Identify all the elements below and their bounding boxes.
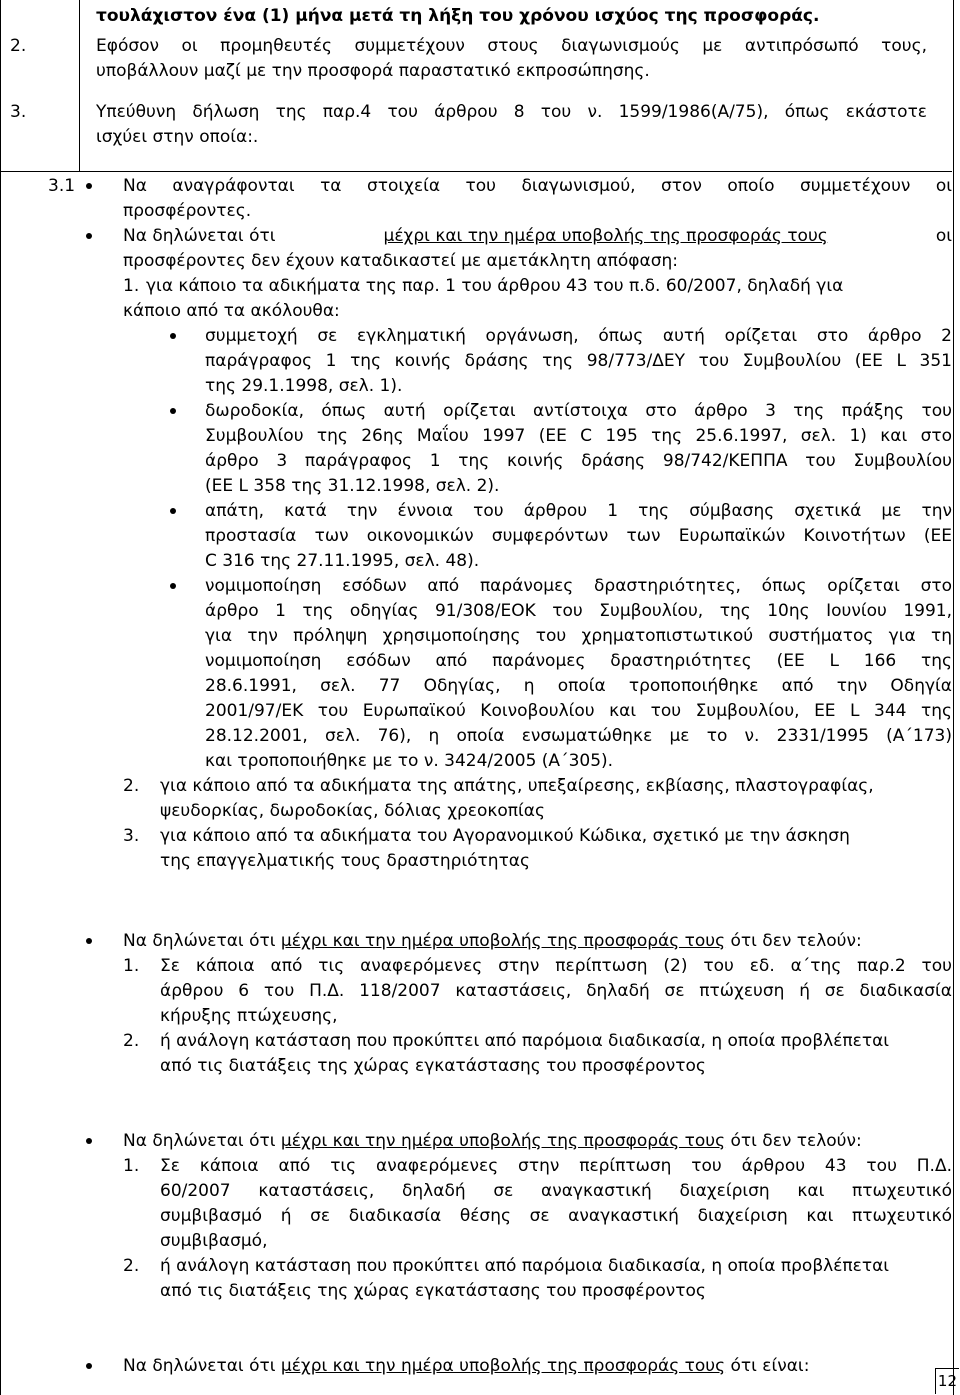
offence-line: νομιμοποίηση εσόδων από παράνομες δραστηριότητες (ΕΕ L 166 της xyxy=(205,651,952,671)
bullet-line: προσφέροντες δεν έχουν καταδικαστεί με αμετάκλητη απόφαση: xyxy=(123,251,678,271)
offence-line: 2001/97/ΕΚ του Ευρωπαϊκού Κοινοβουλίου και του Συμβουλίου, ΕΕ L 344 της xyxy=(205,701,952,721)
offence-line: 28.12.2001, σελ. 76), η οποία ενσωματώθηκε με το ν. 2331/1995 (Α΄173) xyxy=(205,726,952,746)
offence-line: Συμβουλίου της 26ης Μαΐου 1997 (ΕΕ C 195 της 25.6.1997, σελ. 1) και στο xyxy=(205,426,952,446)
bullet-icon xyxy=(86,1138,92,1144)
offence-line: άρθρο 3 παράγραφος 1 της κοινής δράσης 98/742/ΚΕΠΠΑ του Συμβουλίου xyxy=(205,451,952,471)
sub-item-number: 1. xyxy=(123,276,140,296)
sub-item-line: για κάποιο από τα αδικήματα της απάτης, υπεξαίρεσης, εκβίασης, πλαστογραφίας, xyxy=(160,776,874,796)
underlined-deadline: μέχρι και την ημέρα υποβολής της προσφοράς τους xyxy=(280,1131,726,1151)
offence-line: παράγραφος 1 της κοινής δράσης της 98/773/ΔΕΥ του Συμβουλίου (ΕΕ L 351 xyxy=(205,351,952,371)
offence-line: δωροδοκία, όπως αυτή ορίζεται αντίστοιχα στο άρθρο 3 της πράξης του xyxy=(205,401,952,421)
sub-item-line: 60/2007 καταστάσεις, δηλαδή σε αναγκαστική διαχείριση και πτωχευτικό xyxy=(160,1181,952,1201)
section-number: 3.1 xyxy=(48,176,76,196)
bullet-line: Να αναγράφονται τα στοιχεία του διαγωνισμού, στον οποίο συμμετέχουν οι xyxy=(123,176,952,196)
bullet-icon xyxy=(170,508,176,514)
bullet-line xyxy=(123,224,952,249)
bullet-icon xyxy=(170,408,176,414)
sub-item-line: άρθρου 6 του Π.Δ. 118/2007 καταστάσεις, δηλαδή σε πτώχευση ή σε διαδικασία xyxy=(160,981,952,1001)
offence-line: και τροποποιήθηκε με το ν. 3424/2005 (Α΄305). xyxy=(205,751,614,771)
bullet-text: ότι είναι: xyxy=(730,1356,810,1376)
sub-item-line: κήρυξης πτώχευσης, xyxy=(160,1006,338,1026)
sub-item-number: 1. xyxy=(123,1156,140,1176)
offence-line: της 29.1.1998, σελ. 1). xyxy=(205,376,403,396)
sub-item-number: 1. xyxy=(123,956,140,976)
column-divider xyxy=(79,0,80,172)
sub-item-number: 2. xyxy=(123,1256,140,1276)
offence-line: άρθρο 1 της οδηγίας 91/308/ΕΟΚ του Συμβουλίου, της 10ης Ιουνίου 1991, xyxy=(205,601,952,621)
item-number: 2. xyxy=(10,36,27,56)
bullet-text: Να δηλώνεται ότι xyxy=(123,931,276,951)
offence-line: για την πρόληψη χρησιμοποίησης του χρηματοπιστωτικού συστήματος για τη xyxy=(205,626,952,646)
bullet-line xyxy=(123,1354,809,1379)
bullet-text: Να δηλώνεται ότι xyxy=(123,1131,276,1151)
sub-item-line: ή ανάλογη κατάσταση που προκύπτει από παρόμοια διαδικασία, η οποία προβλέπεται xyxy=(160,1256,890,1276)
bullet-icon xyxy=(170,333,176,339)
page-number: 12 xyxy=(935,1368,959,1394)
sub-item-line: από τις διατάξεις της χώρας εγκατάστασης του προσφέροντος xyxy=(160,1281,706,1301)
bullet-icon xyxy=(86,233,92,239)
bullet-icon xyxy=(86,183,92,189)
bullet-text: ότι δεν τελούν: xyxy=(730,931,862,951)
sub-item-line: συμβιβασμό, xyxy=(160,1231,268,1251)
offence-line: (ΕΕ L 358 της 31.12.1998, σελ. 2). xyxy=(205,476,500,496)
bullet-line: προσφέροντες. xyxy=(123,201,252,221)
sub-item-line: Σε κάποια από τις αναφερόμενες στην περίπτωση (2) του εδ. α΄της παρ.2 του xyxy=(160,956,952,976)
underlined-deadline: μέχρι και την ημέρα υποβολής της προσφοράς τους xyxy=(280,931,726,951)
item-3-line: ισχύει στην οποία:. xyxy=(96,127,259,147)
offence-line: προστασία των οικονομικών συμφερόντων των Ευρωπαϊκών Κοινοτήτων (ΕΕ xyxy=(205,526,952,546)
offence-line: απάτη, κατά την έννοια του άρθρου 1 της σύμβασης σχετικά με την xyxy=(205,501,952,521)
bullet-text: Να δηλώνεται ότι xyxy=(123,226,276,246)
offence-line: 28.6.1991, σελ. 77 Οδηγίας, η οποία τροποποιήθηκε από την Οδηγία xyxy=(205,676,952,696)
item-2-line: υποβάλλουν μαζί με την προσφορά παραστατικό εκπροσώπησης. xyxy=(96,61,650,81)
sub-item-line: Σε κάποια από τις αναφερόμενες στην περίπτωση του άρθρου 43 του Π.Δ. xyxy=(160,1156,952,1176)
sub-item-number: 2. xyxy=(123,776,140,796)
item-3-line: Υπεύθυνη δήλωση της παρ.4 του άρθρου 8 του ν. 1599/1986(Α/75), όπως εκάστοτε xyxy=(96,102,927,122)
bullet-icon xyxy=(170,583,176,589)
sub-item-line: κάποιο από τα ακόλουθα: xyxy=(123,301,340,321)
sub-item-line: ψευδορκίας, δωροδοκίας, δόλιας χρεοκοπίας xyxy=(160,801,545,821)
item-2-line: Εφόσον οι προμηθευτές συμμετέχουν στους διαγωνισμούς με αντιπρόσωπό τους, xyxy=(96,36,927,56)
sub-item-line: ή ανάλογη κατάσταση που προκύπτει από παρόμοια διαδικασία, η οποία προβλέπεται xyxy=(160,1031,890,1051)
sub-item-line: συμβιβασμό ή σε διαδικασία θέσης σε αναγκαστική διαχείριση και πτωχευτικό xyxy=(160,1206,952,1226)
offence-line: συμμετοχή σε εγκληματική οργάνωση, όπως αυτή ορίζεται στο άρθρο 2 xyxy=(205,326,952,346)
bullet-icon xyxy=(86,1363,92,1369)
bullet-text: οι xyxy=(935,226,952,246)
sub-item-line: από τις διατάξεις της χώρας εγκατάστασης του προσφέροντος xyxy=(160,1056,706,1076)
bullet-text: Να δηλώνεται ότι xyxy=(123,1356,276,1376)
underlined-deadline: μέχρι και την ημέρα υποβολής της προσφοράς τους xyxy=(383,226,828,246)
underlined-deadline: μέχρι και την ημέρα υποβολής της προσφοράς τους xyxy=(280,1356,726,1376)
sub-item-line: για κάποιο τα αδικήματα της παρ. 1 του άρθρου 43 του π.δ. 60/2007, δηλαδή για xyxy=(146,276,844,296)
header-row-text: τουλάχιστον ένα (1) μήνα μετά τη λήξη του χρόνου ισχύος της προσφοράς. xyxy=(96,6,820,26)
sub-item-number: 2. xyxy=(123,1031,140,1051)
sub-item-number: 3. xyxy=(123,826,140,846)
row-divider xyxy=(0,171,952,172)
sub-item-line: της επαγγελματικής τους δραστηριότητας xyxy=(160,851,530,871)
bullet-text: ότι δεν τελούν: xyxy=(730,1131,862,1151)
bullet-line xyxy=(123,929,862,954)
bullet-line xyxy=(123,1129,862,1154)
bullet-icon xyxy=(86,938,92,944)
sub-item-line: για κάποιο από τα αδικήματα του Αγορανομικού Κώδικα, σχετικό με την άσκηση xyxy=(160,826,850,846)
offence-line: C 316 της 27.11.1995, σελ. 48). xyxy=(205,551,480,571)
item-number: 3. xyxy=(10,102,27,122)
offence-line: νομιμοποίηση εσόδων από παράνομες δραστηριότητες, όπως ορίζεται στο xyxy=(205,576,952,596)
